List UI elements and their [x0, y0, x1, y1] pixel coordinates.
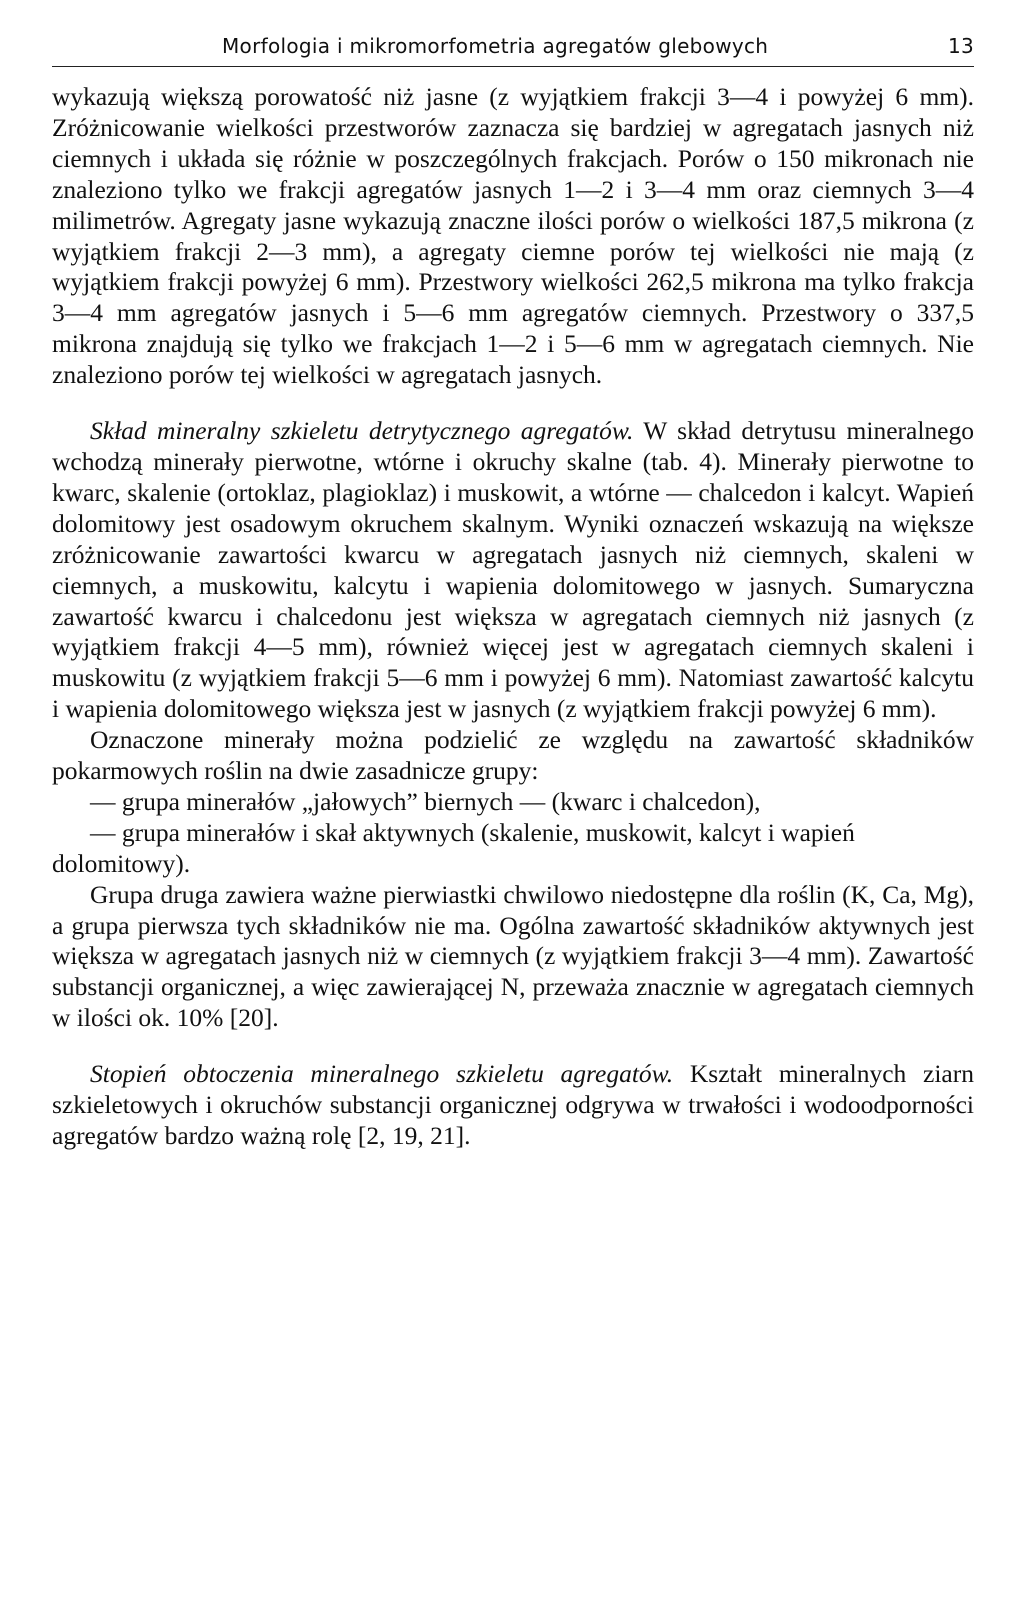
- paragraph-mineral-composition: [52, 416, 974, 725]
- list-item-inert-minerals: — grupa minerałów „jałowych” biernych — (kwarc i chalcedon),: [90, 786, 761, 816]
- paragraph-mineral-composition-text: W skład detrytusu mineralnego wchodzą minerały pierwotne, wtórne i okruchy skalne (tab. 4). Minerały pierwotne to kwarc, skalenie (ortoklaz, plagioklaz) i muskowit, a wtórne — chalcedon i kalcyt. Wapień dolomitowy jest osadowym okruchem skalnym. Wyniki oznaczeń wskazują na większe zróżnicowanie zawartości kwarcu w agregatach jasnych niż ciemnych, skaleni w ciemnych, a muskowitu, kalcytu i wapienia dolomitowego w jasnych. Sumaryczna zawartość kwarcu i chalcedonu jest większa w agregatach ciemnych niż jasnych (z wyjątkiem frakcji 4—5 mm), również więcej jest w agregatach ciemnych skaleni i muskowitu (z wyjątkiem frakcji 5—6 mm i powyżej 6 mm). Natomiast zawartość kalcytu i wapienia dolomitowego większa jest w jasnych (z wyjątkiem frakcji powyżej 6 mm).: [52, 416, 974, 724]
- body-text: [52, 82, 974, 1152]
- paragraph-second-group: Grupa druga zawiera ważne pierwiastki chwilowo niedostępne dla roślin (K, Ca, Mg), a grupa pierwsza tych składników nie ma. Ogólna zawartość składników aktywnych jest większa w agregatach jasnych niż w ciemnych (z wyjątkiem frakcji 3—4 mm). Zawartość substancji organicznej, a więc zawierającej N, przeważa znacznie w agregatach ciemnych w ilości ok. 10% [20].: [52, 879, 974, 1033]
- section-heading-rounding: Stopień obtoczenia mineralnego szkieletu agregatów.: [90, 1059, 674, 1089]
- list-item-active-minerals: — grupa minerałów i skał aktywnych (skalenie, muskowit, kalcyt i wapień dolomitowy).: [52, 817, 855, 878]
- paragraph-porosity: wykazują większą porowatość niż jasne (z wyjątkiem frakcji 3—4 i powyżej 6 mm). Zróżnicowanie wielkości przestworów zaznacza się bardziej w agregatach jasnych niż ciemnych i układa się różnie w poszczególnych frakcjach. Porów o 150 mikronach nie znaleziono tylko we frakcji agregatów jasnych 1—2 i 3—4 mm oraz ciemnych 3—4 milimetrów. Agregaty jasne wykazują znaczne ilości porów o wielkości 187,5 mikrona (z wyjątkiem frakcji 2—3 mm), a agregaty ciemne porów tej wielkości nie mają (z wyjątkiem frakcji powyżej 6 mm). Przestwory wielkości 262,5 mikrona ma tylko frakcja 3—4 mm agregatów jasnych i 5—6 mm agregatów ciemnych. Przestwory o 337,5 mikrona znajdują się tylko we frakcjach 1—2 i 5—6 mm w agregatach ciemnych. Nie znaleziono porów tej wielkości w agregatach jasnych.: [52, 82, 974, 390]
- paragraph-rounding-text: Kształt mineralnych ziarn szkieletowych i okruchów substancji organicznej odgrywa w trwałości i wodoodporności agregatów bardzo ważną rolę [2, 19, 21].: [52, 1059, 974, 1150]
- paragraph-rounding: [52, 1059, 974, 1152]
- running-title: Morfologia i mikromorfometria agregatów glebowych: [222, 34, 769, 58]
- page-number: 13: [947, 34, 974, 58]
- section-heading-mineral-composition: Skład mineralny szkieletu detrytycznego agregatów.: [90, 416, 634, 446]
- page: [52, 26, 974, 1152]
- running-header: [52, 26, 974, 67]
- paragraph-mineral-groups: Oznaczone minerały można podzielić ze względu na zawartość składników pokarmowych roślin na dwie zasadnicze grupy:: [52, 725, 974, 786]
